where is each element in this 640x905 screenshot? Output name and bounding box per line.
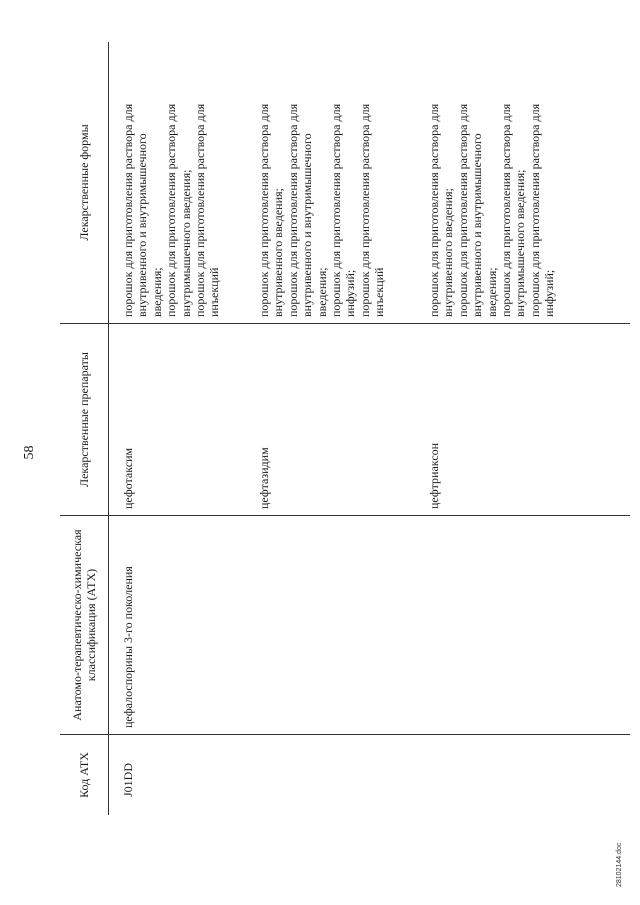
dosage-form-line: внутривенного введения; xyxy=(271,188,286,317)
atc-code-value: J01DD xyxy=(121,762,135,797)
header-drugs: Лекарственные препараты xyxy=(60,324,109,516)
header-atc-code: Код АТХ xyxy=(60,735,109,816)
cell-atc-code xyxy=(109,735,631,816)
dosage-form-line: введения; xyxy=(484,267,499,317)
header-dosage-forms: Лекарственные формы xyxy=(60,42,109,324)
drug-name-text: цефтриаксон xyxy=(427,442,441,509)
dosage-form-line: внутривенного и внутримышечного xyxy=(300,133,315,317)
dosage-form-line: инфузий; xyxy=(542,269,557,317)
document-id-footer: 28102144.doc xyxy=(616,842,623,887)
dosage-form-line: порошок для приготовления раствора для xyxy=(527,103,542,317)
cell-atc-classification xyxy=(109,516,631,735)
page-number: 58 xyxy=(22,445,37,460)
dosage-form-line: внутривенного и внутримышечного xyxy=(470,133,485,317)
atc-drug-table xyxy=(60,42,630,815)
drug-name-3 xyxy=(427,324,441,515)
drug-name-text: цефтазидим xyxy=(257,447,271,509)
dosage-forms-block-1 xyxy=(121,42,222,323)
dosage-form-line: порошок для приготовления раствора для xyxy=(499,103,514,317)
cell-drugs xyxy=(109,324,631,516)
drug-name-1 xyxy=(121,324,135,515)
dosage-form-line: введения; xyxy=(314,267,329,317)
dosage-form-line: порошок для приготовления раствора для xyxy=(121,103,135,317)
dosage-form-line: порошок для приготовления раствора для xyxy=(257,103,271,317)
dosage-form-line: внутримышечного введения; xyxy=(178,169,193,317)
dosage-form-line: внутривенного и внутримышечного xyxy=(135,133,150,317)
dosage-form-line: инъекций xyxy=(207,267,222,317)
dosage-forms-column xyxy=(121,42,627,323)
table-row xyxy=(109,42,631,815)
header-atc-classification-text: Анатомо-терапевтическо-химическая классификация (АТХ) xyxy=(69,529,98,721)
dosage-forms-block-2 xyxy=(257,42,387,323)
dosage-form-line: порошок для приготовления раствора для xyxy=(329,103,344,317)
dosage-forms-block-3 xyxy=(427,42,557,323)
dosage-form-line: порошок для приготовления раствора для xyxy=(357,103,372,317)
dosage-form-line: порошок для приготовления раствора для xyxy=(285,103,300,317)
drug-name-text: цефотаксим xyxy=(121,447,135,509)
cell-dosage-forms xyxy=(109,42,631,324)
dosage-form-line: порошок для приготовления раствора для xyxy=(455,103,470,317)
dosage-form-line: внутримышечного введения; xyxy=(513,169,528,317)
table-header-row xyxy=(60,42,109,815)
dosage-form-line: введения; xyxy=(149,267,164,317)
drug-name-2 xyxy=(257,324,271,515)
dosage-form-line: порошок для приготовления раствора для xyxy=(427,103,441,317)
header-atc-classification xyxy=(60,516,109,735)
dosage-form-line: порошок для приготовления раствора для xyxy=(193,103,208,317)
drug-names-column xyxy=(121,324,627,515)
dosage-form-line: внутривенного введения; xyxy=(441,188,456,317)
dosage-form-line: инфузий; xyxy=(343,269,358,317)
dosage-form-line: порошок для приготовления раствора для xyxy=(164,103,179,317)
atc-classification-value: цефалоспорины 3-го поколения xyxy=(121,566,135,728)
dosage-form-line: инъекций xyxy=(372,267,387,317)
